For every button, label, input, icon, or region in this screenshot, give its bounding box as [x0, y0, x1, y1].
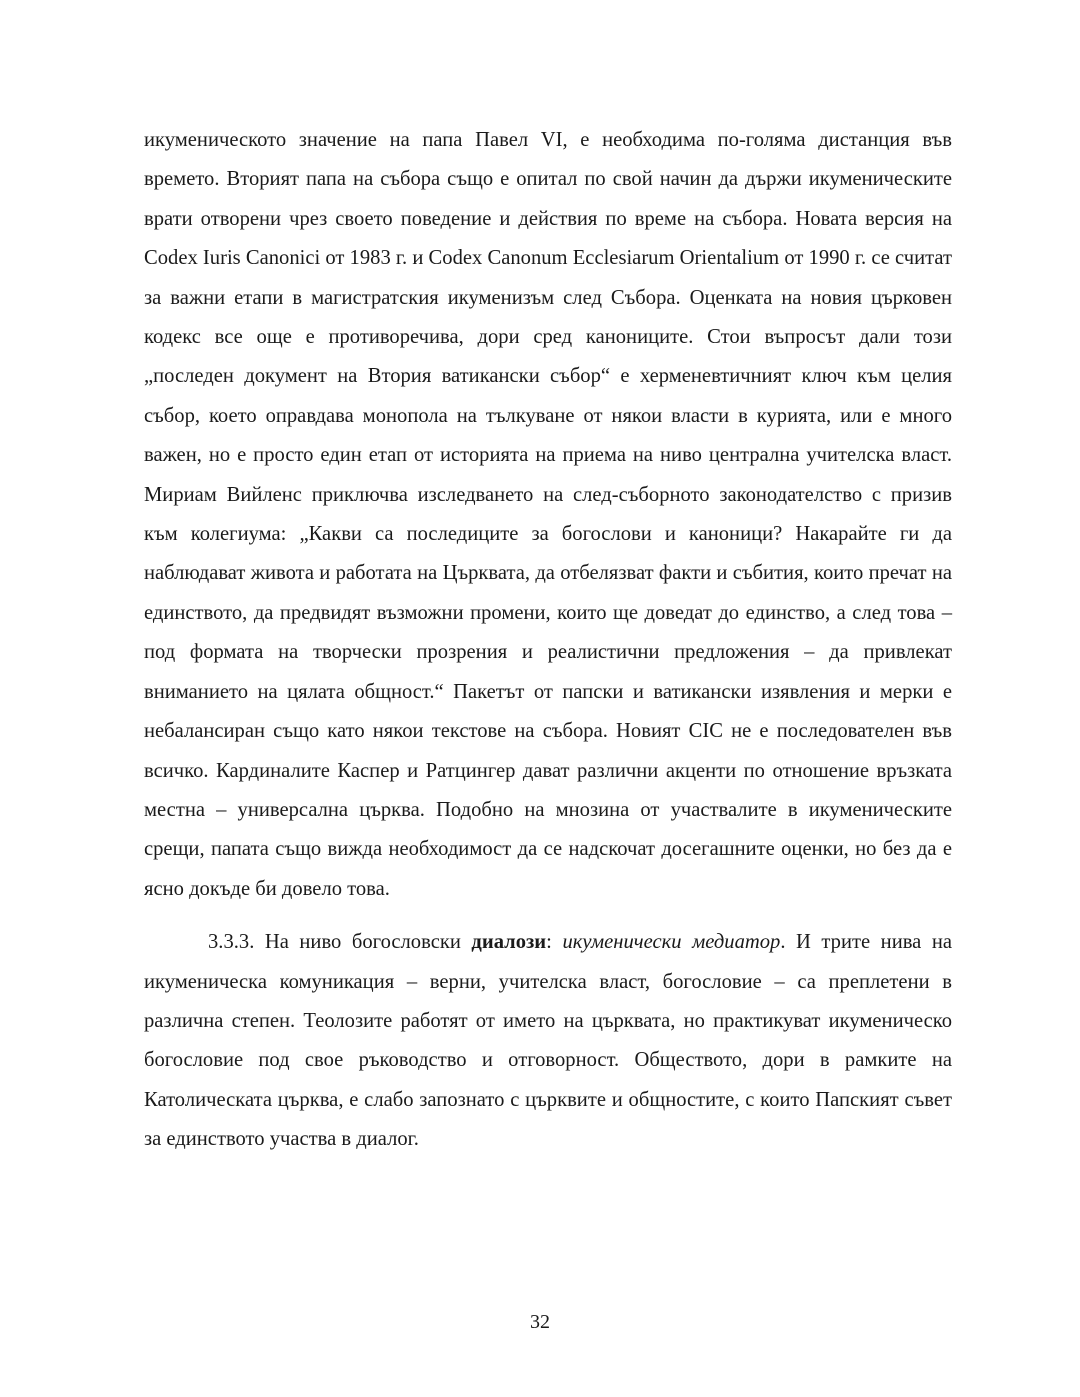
- paragraph-section-3-3-3: [144, 923, 952, 1159]
- section-lead-text: 3.3.3. На ниво богословски: [208, 931, 472, 954]
- paragraph-main: икуменическото значение на папа Павел VI, е необходима по-голяма дистанция във времето. Вторият папа на събора също е опитал по свой начин да държи икуменическите врати отворени чрез своето поведение и действия по време на събора. Новата версия на Codex Iuris Canonici от 1983 г. и Codex Canonum Ecclesiarum Orientalium от 1990 г. се считат за важни етапи в магистратския икуменизъм след Събора. Оценката на новия църковен кодекс все още е противоречива, дори сред канониците. Стои въпросът дали този „последен документ на Втория ватикански събор“ е херменевтичният ключ към целия събор, което оправдава монопола на тълкуване от някои власти в курията, или е много важен, но е просто един етап от историята на приема на ниво централна учителска власт. Мириам Вийленс приключва изследването на след-съборното законодателство с призив към колегиума: „Какви са последиците за богослови и каноници? Накарайте ги да наблюдават живота и работата на Църквата, да отбелязват факти и събития, които пречат на единството, да предвидят възможни промени, които ще доведат до единство, а след това – под формата на творчески прозрения и реалистични предложения – да привлекат вниманието на цялата общност.“ Пакетът от папски и ватикански изявления и мерки е небалансиран също като някои текстове на събора. Новият CIC не е последователен във всичко. Кардиналите Каспер и Ратцингер дават различни акценти по отношение връзката местна – универсална църква. Подобно на мнозина от участвалите в икуменическите срещи, папата също вижда необходимост да се надскочат досегашните оценки, но без да е ясно докъде би довело това.: [144, 129, 952, 900]
- section-body-text: . И трите нива на икуменическа комуникация – верни, учителска власт, богословие – са преплетени в различна степен. Теолозите работят от името на църквата, но практикуват икуменическо богословие под свое ръководство и отговорност. Обществото, дори в рамките на Католическата църква, е слабо запознато с църквите и общностите, с които Папският съвет за единството участва в диалог.: [144, 931, 953, 1151]
- colon-text: :: [546, 931, 563, 954]
- page-number: 32: [530, 1311, 550, 1333]
- bold-term-dialogues: диалози: [471, 931, 547, 954]
- italic-term-ecumenical-mediator: икуменически медиатор: [562, 931, 781, 954]
- page-body: [144, 121, 952, 1160]
